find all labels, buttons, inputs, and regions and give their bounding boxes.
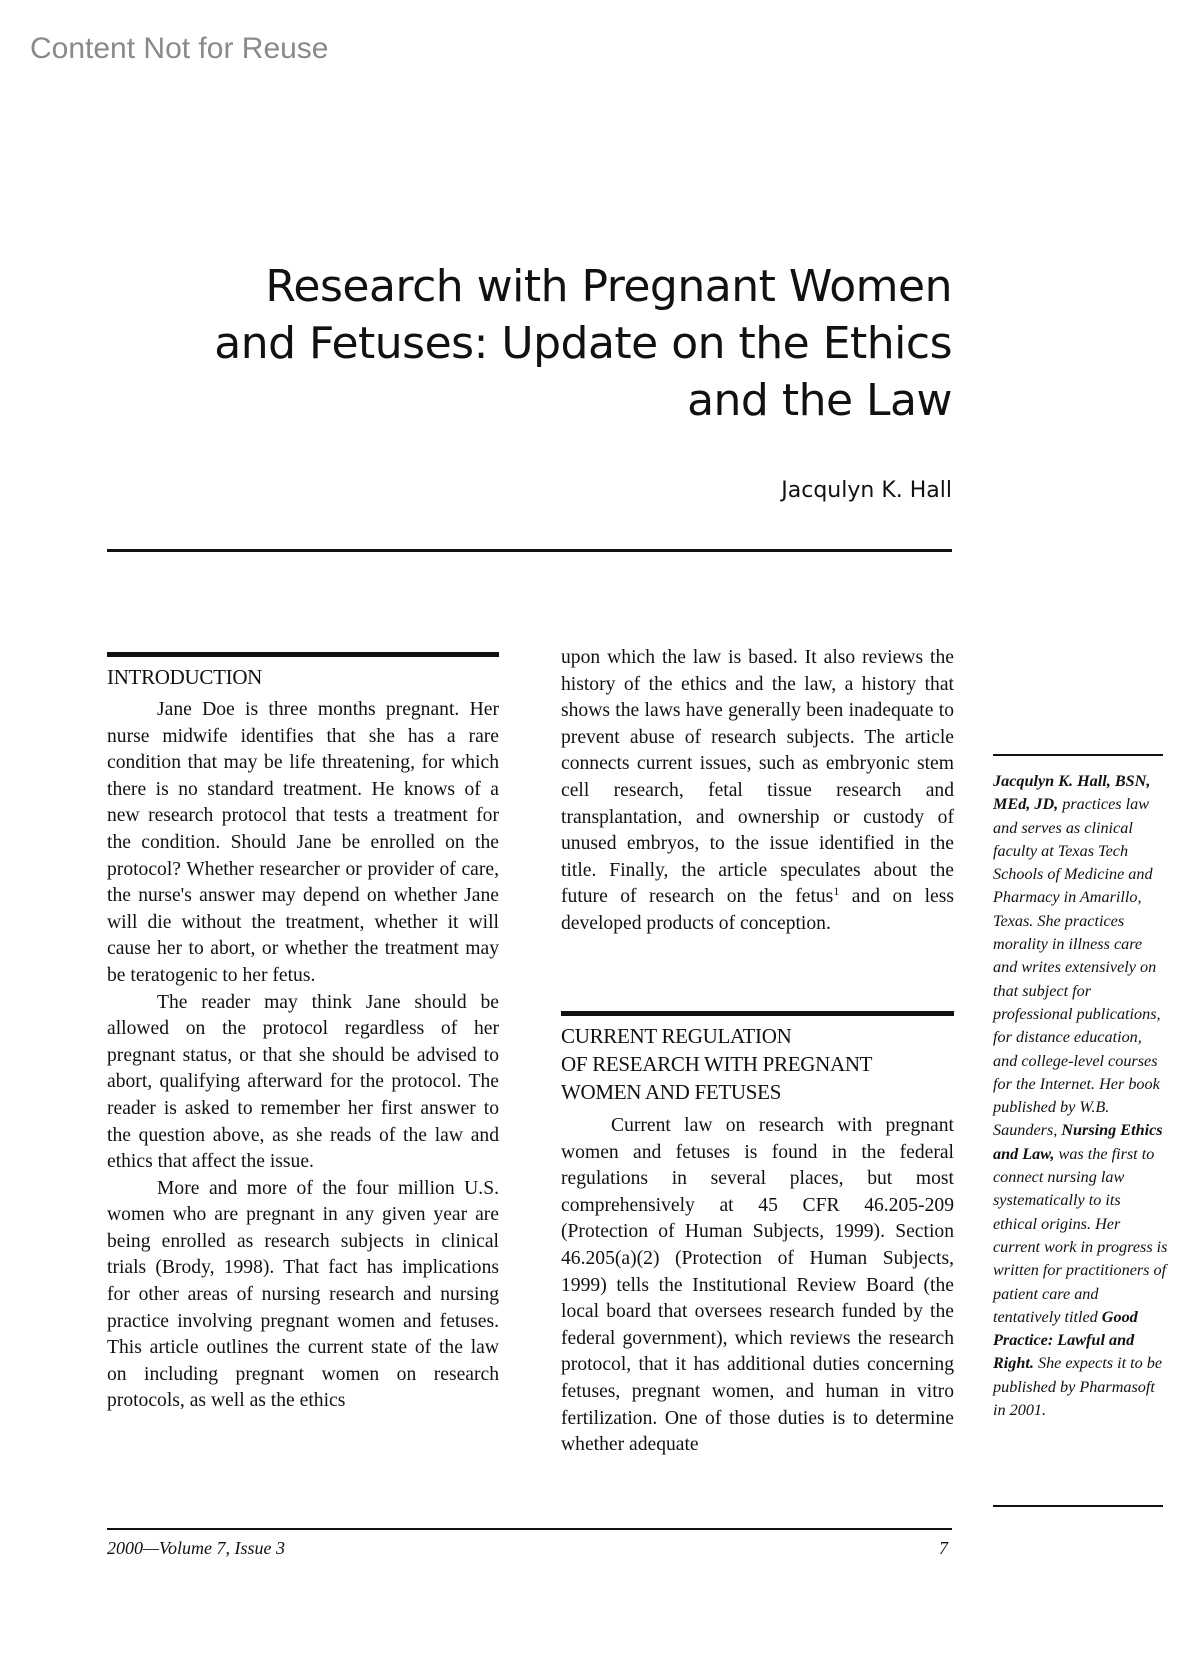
article-title xyxy=(152,258,952,429)
heading-current-regulation xyxy=(561,1022,961,1106)
introduction-body xyxy=(107,697,499,1415)
footer-divider xyxy=(107,1528,952,1530)
continuation-text: upon which the law is based. It also reviews the history of the ethics and the law, a history that shows the laws have generally been inadequate to prevent abuse of research subjects. The article connects current issues, such as embryonic stem cell research, fetal tissue research and transplantation, and ownership or custody of unused embryos, to the issue identified in the title. Finally, the article speculates about the future of research on the fetus xyxy=(561,647,954,908)
title-line-1: Research with Pregnant Women xyxy=(265,261,952,312)
article-author: Jacqulyn K. Hall xyxy=(781,478,952,503)
bio-book-1: Nursing Ethics and Law, xyxy=(993,1121,1163,1163)
bio-text-3: She expects it to be published by Pharmasoft in 2001. xyxy=(993,1354,1163,1420)
continuation-end: and on less developed products of conception. xyxy=(561,886,954,934)
intro-continuation-paragraph xyxy=(561,645,954,938)
heading-introduction: INTRODUCTION xyxy=(107,665,263,689)
heading-current-line-3: WOMEN AND FETUSES xyxy=(561,1080,782,1104)
section-bar-introduction xyxy=(107,652,499,657)
heading-current-line-1: CURRENT REGULATION xyxy=(561,1024,792,1048)
introduction-continuation xyxy=(561,645,954,938)
watermark: Content Not for Reuse xyxy=(30,32,329,65)
bio-rule-bottom xyxy=(993,1505,1163,1507)
intro-paragraph-3: More and more of the four million U.S. women who are pregnant in any given year are being enrolled as research subjects in clinical trials (Brody, 1998). That fact has implications for other areas of nursing research and nursing practice involving pregnant women and fetuses. This article outlines the current state of the law on including pregnant women on research protocols, as well as the ethics xyxy=(107,1177,499,1412)
intro-paragraph-1: Jane Doe is three months pregnant. Her nurse midwife identifies that she has a rare condition that may be life threatening, for which there is no standard treatment. He knows of a new research protocol that tests a treatment for the condition. Should Jane be enrolled on the protocol? Whether researcher or provider of care, the nurse's answer may depend on whether Jane will die without the treatment, whether it will cause her to abort, or whether the treatment may be teratogenic to her fetus. xyxy=(107,699,499,986)
bio-text-1: practices law and serves as clinical faculty at Texas Tech Schools of Medicine and Pharmacy in Amarillo, Texas. She practices morality in illness care and writes extensively on that subject for professional publications, for distance education, and college-level courses for the Internet. Her book published by W.B. Saunders, xyxy=(993,795,1161,1140)
bio-text-2: was the first to connect nursing law systematically to its ethical origins. Her current work in progress is written for practitioners of patient care and tentatively titled xyxy=(993,1144,1168,1326)
title-divider xyxy=(107,549,952,552)
intro-paragraph-2: The reader may think Jane should be allowed on the protocol regardless of her pregnant status, or that she should be advised to abort, qualifying afterward for the protocol. The reader is asked to remember her first answer to the question above, as she reads of the law and ethics that affect the issue. xyxy=(107,991,499,1173)
author-bio xyxy=(993,770,1168,1422)
page-number: 7 xyxy=(939,1538,948,1558)
current-regulation-paragraph: Current law on research with pregnant women and fetuses is found in the federal regulations in several places, but most comprehensively at 45 CFR 46.205-209 (Protection of Human Subjects, 1999). Section 46.205(a)(2) (Protection of Human Subjects, 1999) tells the Institutional Review Board (the local board that oversees research funded by the federal government), which reviews the research protocol, that it has additional duties concerning fetuses, pregnant women, and human in vitro fertilization. One of those duties is to determine whether adequate xyxy=(561,1115,954,1456)
bio-rule-top xyxy=(993,754,1163,756)
bio-book-2: Good Practice: Lawful and Right. xyxy=(993,1307,1138,1373)
section-bar-current-regulation xyxy=(561,1011,954,1016)
heading-current-line-2: OF RESEARCH WITH PREGNANT xyxy=(561,1052,873,1076)
bio-name: Jacqulyn K. Hall, BSN, MEd, JD, xyxy=(993,772,1151,814)
footnote-ref-1: 1 xyxy=(833,884,840,899)
footer-issue: 2000—Volume 7, Issue 3 xyxy=(107,1538,285,1558)
current-regulation-body xyxy=(561,1113,954,1459)
title-line-3: and the Law xyxy=(687,375,952,426)
title-line-2: and Fetuses: Update on the Ethics xyxy=(214,318,952,369)
